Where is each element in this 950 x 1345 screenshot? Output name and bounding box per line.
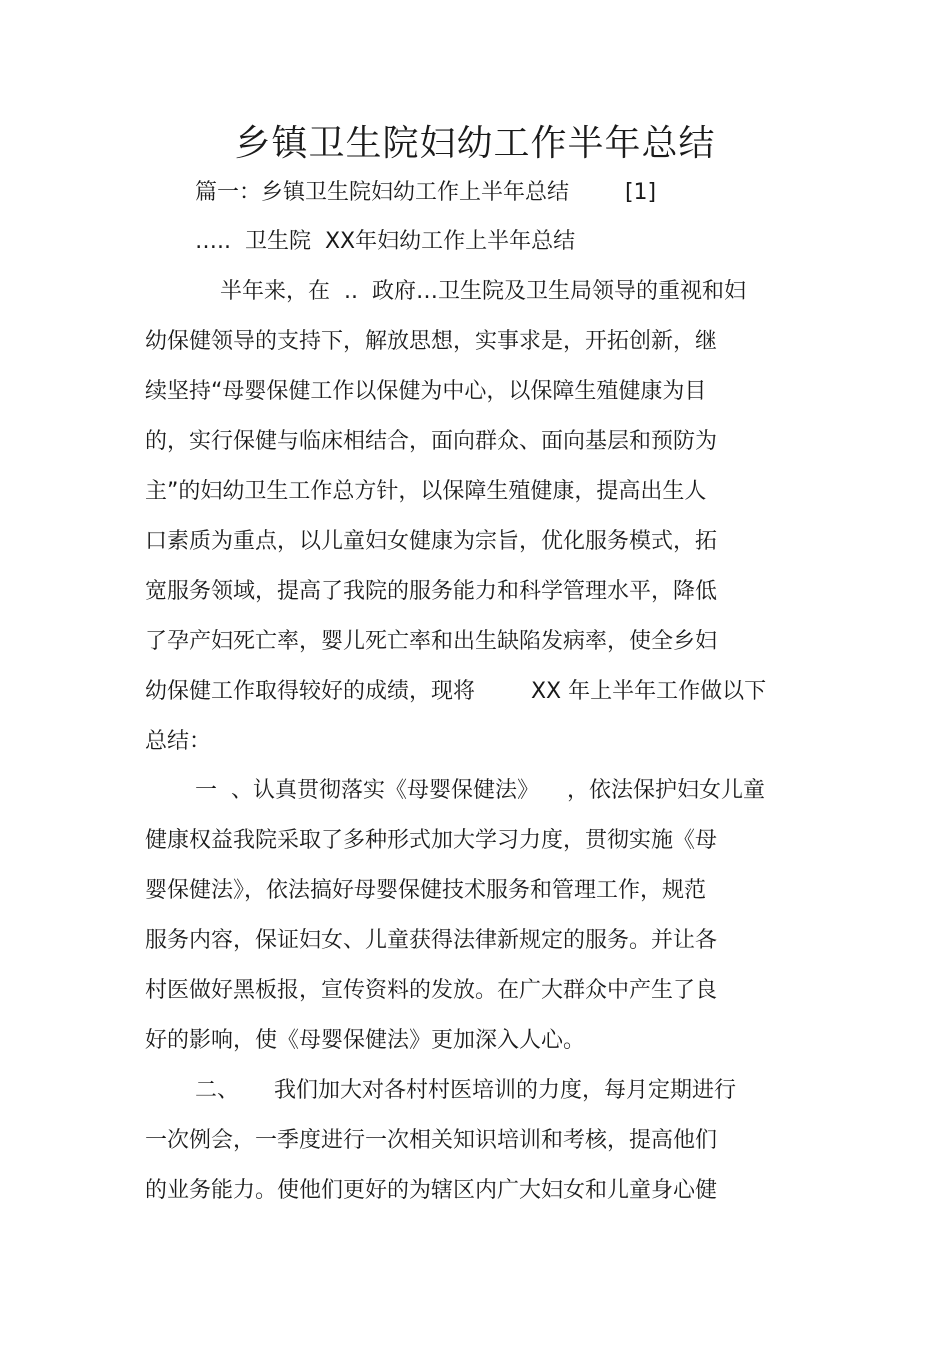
paragraph-line: 的业务能力。使他们更好的为辖区内广大妇女和儿童身心健 xyxy=(145,1178,718,1203)
document-title: 乡镇卫生院妇幼工作半年总结 xyxy=(234,123,716,164)
paragraph-line: 幼保健工作取得较好的成绩，现将 XX 年上半年工作做以下 xyxy=(145,679,767,704)
paragraph-line: 续坚持“母婴保健工作以保健为中心，以保障生殖健康为目 xyxy=(145,379,707,404)
paragraph-line: 主”的妇幼卫生工作总方针，以保障生殖健康，提高出生人 xyxy=(145,479,707,504)
paragraph-line: 了孕产妇死亡率，婴儿死亡率和出生缺陷发病率，使全乡妇 xyxy=(145,629,718,654)
paragraph-line: 的，实行保健与临床相结合，面向群众、面向基层和预防为 xyxy=(145,429,718,454)
subtitle-line: 篇一：乡镇卫生院妇幼工作上半年总结 [1] xyxy=(195,180,657,205)
paragraph-line: 一 、认真贯彻落实《母婴保健法》 ，依法保护妇女儿童 xyxy=(195,778,765,803)
paragraph-line: 总结： xyxy=(145,729,212,754)
paragraph-line: 宽服务领域，提高了我院的服务能力和科学管理水平，降低 xyxy=(145,579,718,604)
paragraph-line: 二、 我们加大对各村村医培训的力度，每月定期进行 xyxy=(195,1078,736,1103)
paragraph-line: 好的影响，使《母婴保健法》更加深入人心。 xyxy=(145,1028,586,1053)
paragraph-line: 服务内容，保证妇女、儿童获得法律新规定的服务。并让各 xyxy=(145,928,718,953)
paragraph-line: 口素质为重点，以儿童妇女健康为宗旨，优化服务模式，拓 xyxy=(145,529,718,554)
paragraph-line: 村医做好黑板报，宣传资料的发放。在广大群众中产生了良 xyxy=(145,978,718,1003)
section-heading-line: ….. 卫生院 XX年妇幼工作上半年总结 xyxy=(195,229,576,254)
paragraph-line: 半年来，在 .. 政府…卫生院及卫生局领导的重视和妇 xyxy=(220,279,746,304)
paragraph-line: 健康权益我院采取了多种形式加大学习力度，贯彻实施《母 xyxy=(145,828,718,853)
paragraph-line: 幼保健领导的支持下，解放思想，实事求是，开拓创新，继 xyxy=(145,329,718,354)
paragraph-line: 一次例会，一季度进行一次相关知识培训和考核，提高他们 xyxy=(145,1128,718,1153)
paragraph-line: 婴保健法》，依法搞好母婴保健技术服务和管理工作，规范 xyxy=(145,878,707,903)
